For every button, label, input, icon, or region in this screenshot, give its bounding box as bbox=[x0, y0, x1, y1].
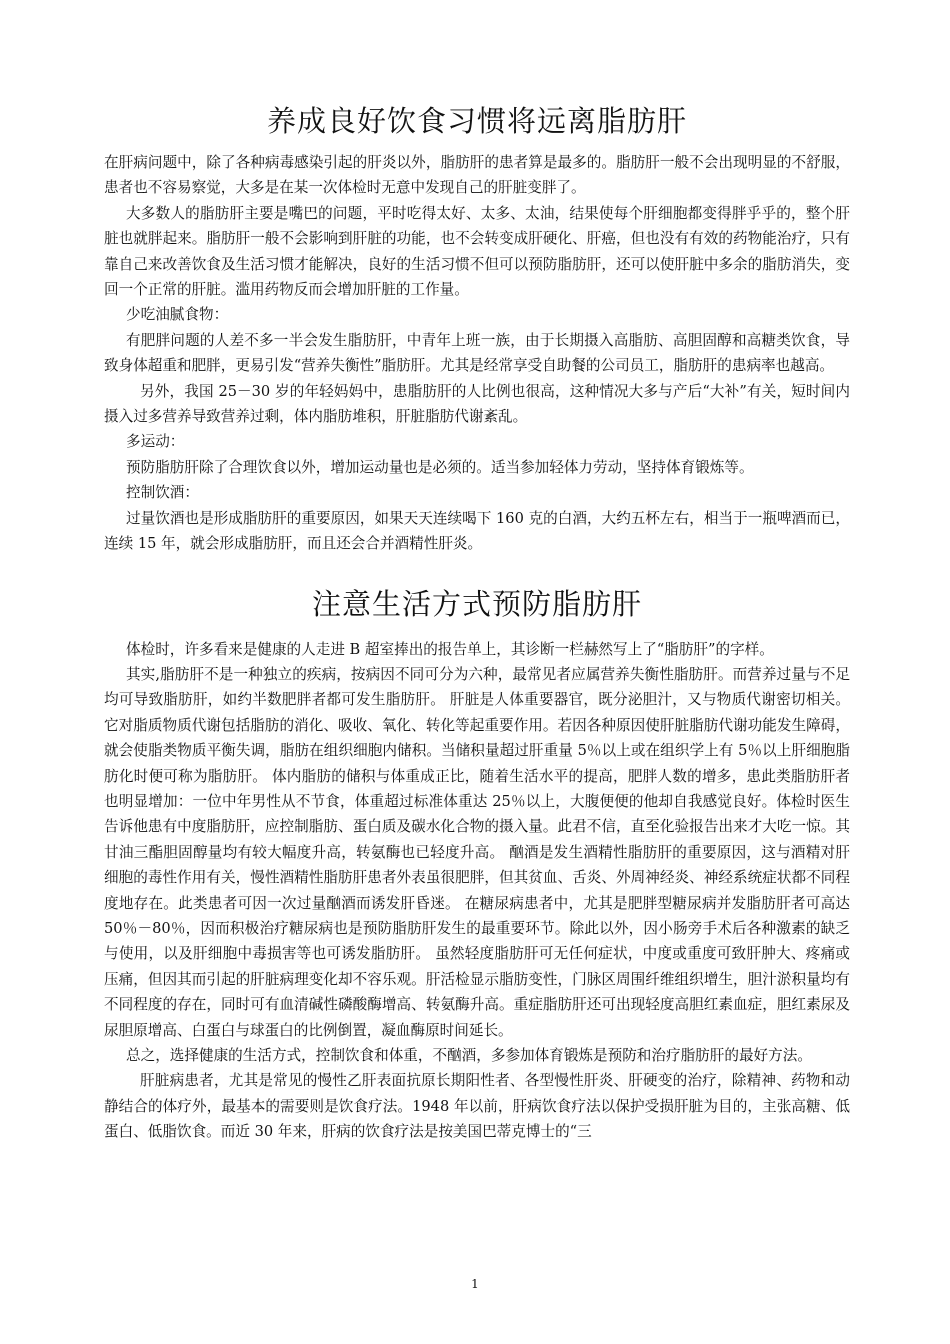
section1-subheading: 控制饮酒： bbox=[126, 484, 199, 502]
section2-paragraph: 其实,脂肪肝不是一种独立的疾病，按病因不同可分为六种，最常见者应属营养失衡性脂肪肝。而营养过量与不足均可导致脂肪肝，如约半数肥胖者都可发生脂肪肝。 肝脏是人体重要器官，既分泌胆汁，又与物质代谢密切相关。它对脂质物质代谢包括脂肪的消化、吸收、氧化、转化等起重要作用。若因各种原因使肝脏脂肪代谢功能发生障碍，就会使脂类物质平衡失调，脂肪在组织细胞内储积。当储积量超过肝重量 5％以上或在组织学上有 5％以上肝细胞脂肪化时便可称为脂肪肝。 体内脂肪的储积与体重成正比，随着生活水平的提高，肥胖人数的增多，患此类脂肪肝者也明显增加：一位中年男性从不节食，体重超过标准体重达 25％以上，大腹便便的他却自我感觉良好。体检时医生告诉他患有中度脂肪肝，应控制脂肪、蛋白质及碳水化合物的摄入量。此君不信，直至化验报告出来才大吃一惊。其甘油三酯胆固醇量均有较大幅度升高，转氨酶也已轻度升高。 酗酒是发生酒精性脂肪肝的重要原因，这与酒精对肝细胞的毒性作用有关，慢性酒精性脂肪肝患者外表虽很肥胖，但其贫血、舌炎、外周神经炎、神经系统症状都不同程度地存在。此类患者可因一次过量酗酒而诱发肝昏迷。 在糖尿病患者中，尤其是肥胖型糖尿病并发脂肪肝者可高达 50％－80％，因而积极治疗糖尿病也是预防脂肪肝发生的最重要环节。除此以外，因小肠旁手术后各种激素的缺乏与使用，以及肝细胞中毒损害等也可诱发脂肪肝。 虽然轻度脂肪肝可无任何症状，中度或重度可致肝肿大、疼痛或压痛，但因其而引起的肝脏病理变化却不容乐观。肝活检显示脂肪变性，门脉区周围纤维组织增生，胆汁淤积量均有不同程度的存在，同时可有血清碱性磷酸酶增高、转氨酶升高。重症脂肪肝还可出现轻度高胆红素血症，胆红素尿及尿胆原增高、白蛋白与球蛋白的比例倒置，凝血酶原时间延长。 bbox=[104, 665, 850, 1039]
section2-paragraph: 总之，选择健康的生活方式，控制饮食和体重，不酗酒，多参加体育锻炼是预防和治疗脂肪肝的最好方法。 bbox=[126, 1047, 812, 1064]
section1-subheading: 多运动： bbox=[126, 433, 185, 451]
section2-title: 注意生活方式预防脂肪肝 bbox=[311, 586, 642, 621]
page-content bbox=[104, 98, 850, 1145]
section1-paragraph: 大多数人的脂肪肝主要是嘴巴的问题，平时吃得太好、太多、太油，结果使每个肝细胞都变得胖乎乎的，整个肝脏也就胖起来。脂肪肝一般不会影响到肝脏的功能，也不会转变成肝硬化、肝癌，但也没有有效的药物能治疗，只有靠自己来改善饮食及生活习惯才能解决，良好的生活习惯不但可以预防脂肪肝，还可以使肝脏中多余的脂肪消失，变回一个正常的肝脏。滥用药物反而会增加肝脏的工作量。 bbox=[104, 204, 850, 299]
page-number: 1 bbox=[471, 1277, 479, 1291]
section2-paragraph: 肝脏病患者，尤其是常见的慢性乙肝表面抗原长期阳性者、各型慢性肝炎、肝硬变的治疗，除精神、药物和动静结合的体疗外，最基本的需要则是饮食疗法。1948 年以前，肝病饮食疗法以保护受损肝脏为目的，主张高糖、低蛋白、低脂饮食。而近 30 年来，肝病的饮食疗法是按美国巴蒂克博士的“三 bbox=[104, 1072, 850, 1141]
section1-paragraph: 预防脂肪肝除了合理饮食以外，增加运动量也是必须的。适当参加轻体力劳动，坚持体育锻炼等。 bbox=[126, 458, 754, 476]
section2-paragraph: 体检时，许多看来是健康的人走进 B 超室捧出的报告单上，其诊断一栏赫然写上了“脂肪肝”的字样。 bbox=[126, 640, 774, 658]
section1-paragraph: 另外，我国 25－30 岁的年轻妈妈中，患脂肪肝的人比例也很高，这种情况大多与产后“大补”有关，短时间内摄入过多营养导致营养过剩，体内脂肪堆积，肝脏脂肪代谢紊乱。 bbox=[104, 382, 850, 426]
section1-paragraph: 在肝病问题中，除了各种病毒感染引起的肝炎以外，脂肪肝的患者算是最多的。脂肪肝一般不会出现明显的不舒服，患者也不容易察觉，大多是在某一次体检时无意中发现自己的肝脏变胖了。 bbox=[104, 154, 850, 197]
section1-paragraph: 过量饮酒也是形成脂肪肝的重要原因，如果天天连续喝下 160 克的白酒，大约五杯左右，相当于一瓶啤酒而已，连续 15 年，就会形成脂肪肝，而且还会合并酒精性肝炎。 bbox=[104, 509, 850, 553]
section1-subheading: 少吃油腻食物： bbox=[126, 306, 229, 324]
section1-paragraph: 有肥胖问题的人差不多一半会发生脂肪肝，中青年上班一族，由于长期摄入高脂肪、高胆固醇和高糖类饮食，导致身体超重和肥胖，更易引发“营养失衡性”脂肪肝。尤其是经常享受自助餐的公司员工，脂肪肝的患病率也越高。 bbox=[104, 331, 850, 375]
section1-title: 养成良好饮食习惯将远离脂肪肝 bbox=[266, 104, 687, 138]
